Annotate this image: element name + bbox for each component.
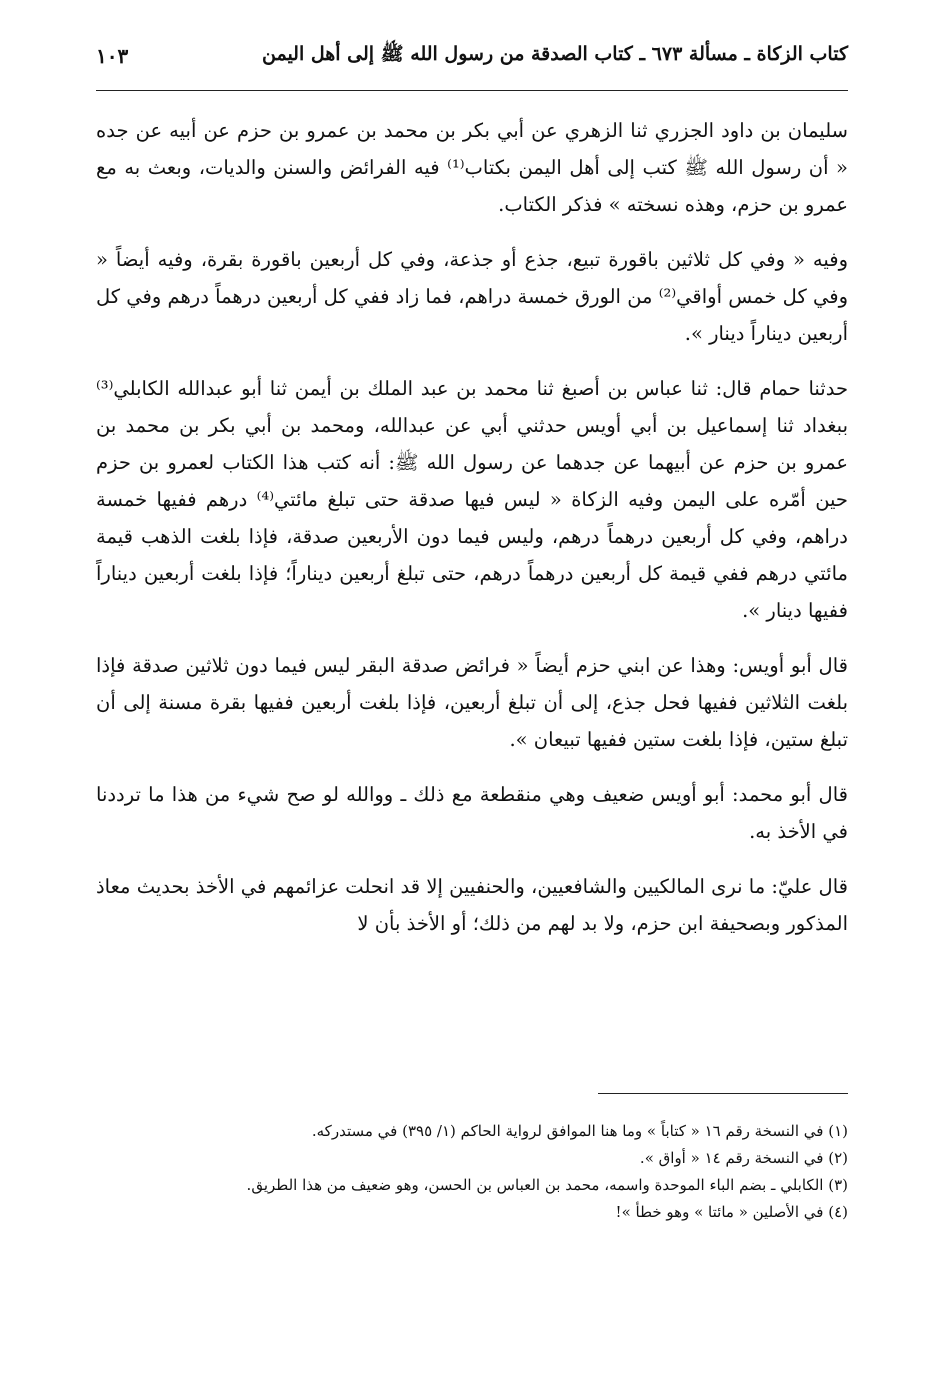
footnotes: [96, 1118, 848, 1226]
footnote-3: (٣) الكابلي ـ بضم الباء الموحدة واسمه، محمد بن العباس بن الحسن، وهو ضعيف من هذا الطريق.: [246, 1176, 848, 1194]
paragraph-4: قال أبو أويس: وهذا عن ابني حزم أيضاً « فرائض صدقة البقر ليس فيما دون ثلاثين صدقة فإذا بلغت الثلاثين ففيها فحل جذع، إلى أن تبلغ أربعين، فإذا بلغت أربعين ففيها بقرة مسنة إلى أن تبلغ ستين، فإذا بلغت ستين ففيها تبيعان ».: [96, 654, 848, 751]
page-number: ١٠٣: [96, 44, 129, 68]
paragraph-5: قال أبو محمد: أبو أويس ضعيف وهي منقطعة مع ذلك ـ ووالله لو صح شيء من هذا ما ترددنا في الأخذ به.: [96, 783, 848, 843]
header-rule: [96, 90, 848, 91]
footnote-rule: [598, 1093, 848, 1094]
footnote-4: (٤) في الأصلين « مائتا » وهو خطأ »!: [615, 1203, 848, 1221]
paragraph-2: وفيه « وفي كل ثلاثين باقورة تبيع، جذع أو جذعة، وفي كل أربعين باقورة بقرة، وفيه أيضاً « وفي كل خمس أواقي⁽²⁾ من الورق خمسة دراهم، فما زاد ففي كل أربعين درهماً درهم وفي كل أربعين ديناراً دينار ».: [96, 248, 848, 345]
footnote-1: (١) في النسخة رقم ١٦ « كتاباً » وما هنا الموافق لرواية الحاكم (١/ ٣٩٥) في مستدركه.: [311, 1122, 848, 1140]
paragraph-6: قال عليّ: ما نرى المالكيين والشافعيين، والحنفيين إلا قد انحلت عزائمهم في الأخذ بحديث معاذ المذكور وبصحيفة ابن حزم، ولا بد لهم من ذلك؛ أو الأخذ بأن لا: [96, 875, 848, 935]
main-text: [96, 112, 848, 942]
paragraph-3: حدثنا حمام قال: ثنا عباس بن أصبغ ثنا محمد بن عبد الملك بن أيمن ثنا أبو عبدالله الكابلي⁽³⁾ ببغداد ثنا إسماعيل بن أبي أويس حدثني أبي عن عبدالله، ومحمد بن أبي بكر بن محمد بن عمرو بن حزم عن أبيهما عن جدهما عن رسول الله ﷺ: أنه كتب هذا الكتاب لعمرو بن حزم حين أمّره على اليمن وفيه الزكاة « ليس فيها صدقة حتى تبلغ مائتي⁽⁴⁾ درهم ففيها خمسة دراهم، وفي كل أربعين درهماً درهم، وليس فيما دون الأربعين صدقة، فإذا بلغت الذهب قيمة مائتي درهم ففي قيمة كل أربعين درهماً درهم، حتى تبلغ أربعين ديناراً؛ فإذا بلغت أربعين ديناراً ففيها دينار ».: [96, 377, 848, 622]
paragraph-1: سليمان بن داود الجزري ثنا الزهري عن أبي بكر بن محمد بن عمرو بن حزم عن أبيه عن جده « أن رسول الله ﷺ كتب إلى أهل اليمن بكتاب⁽¹⁾ فيه الفرائض والسنن والديات، وبعث به مع عمرو بن حزم، وهذه نسخته » فذكر الكتاب.: [96, 119, 848, 216]
footnote-2: (٢) في النسخة رقم ١٤ « أواق ».: [639, 1149, 848, 1167]
running-title: كتاب الزكاة ـ مسألة ٦٧٣ ـ كتاب الصدقة من رسول الله ﷺ إلى أهل اليمن: [262, 43, 848, 65]
page-header: [96, 36, 848, 76]
